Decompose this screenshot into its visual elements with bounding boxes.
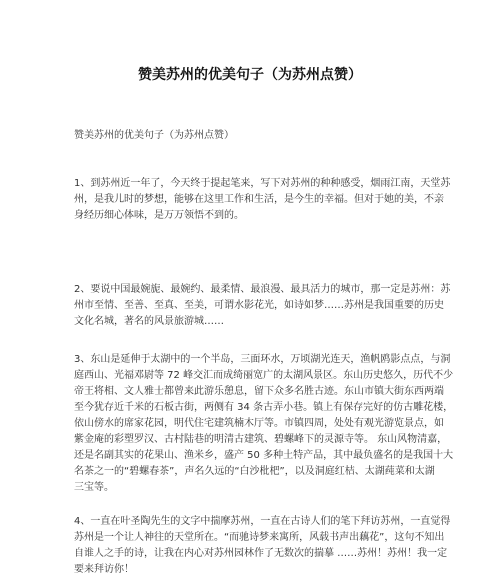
- paragraph-line: 三宝等。: [74, 482, 114, 493]
- paragraph-line: 至今犹存近千米的石板古街，两侧有 34 条古弄小巷。镇上有保存完好的仿古雕花楼，: [74, 402, 454, 413]
- paragraph-line: 3、东山是延伸于太湖中的一个半岛，三面环水，万顷湖光连天，渔帆鸥影点点，与洞: [74, 354, 451, 365]
- paragraph-line: 2、要说中国最婉旎、最婉约、最柔情、最浪漫、最具活力的城市，那一定是苏州：苏: [74, 284, 451, 295]
- paragraph-line: 身经历细心体味，是万万领悟不到的。: [74, 210, 244, 221]
- paragraph-line: 还是名副其实的花果山、渔米乡，盛产 50 多种土特产品，其中最负盛名的是我国十大: [74, 450, 454, 461]
- document-subtitle: 赞美苏州的优美句子（为苏州点赞）: [74, 130, 234, 141]
- document-title: 赞美苏州的优美句子（为苏州点赞）: [138, 67, 362, 83]
- paragraph-2: [74, 282, 451, 330]
- paragraph-line: 州，是我儿时的梦想，能够在这里工作和生活，是今生的幸福。但对于她的美，不亲: [74, 194, 444, 205]
- paragraph-line: 苏州是一个让人神往的天堂所在。“而驰诗梦来寓所，风载书声出藕花”，这句不知出: [74, 532, 445, 543]
- paragraph-line: 要来拜访你！: [74, 564, 134, 575]
- paragraph-line: 4、一直在叶圣陶先生的文字中揣摩苏州，一直在古诗人们的笔下拜访苏州，一直觉得: [74, 516, 451, 527]
- paragraph-3: [74, 352, 454, 496]
- paragraph-line: 帝王将相、文人雅士都曾来此游乐憩息，留下众多名胜古迹。东山市镇大街东西两端: [74, 386, 444, 397]
- paragraph-line: 州市至情、至善、至真、至美，可谓水影花光，如诗如梦……苏州是我国重要的历史: [74, 300, 444, 311]
- paragraph-line: 庭西山、光福邓尉等 72 峰交汇而成绮丽宽广的太湖风景区。东山历史悠久，历代不少: [74, 370, 454, 381]
- paragraph-line: 依山傍水的席家花园，明代住宅建筑楠木厅等。市镇四周，处处有观光游览景点，如: [74, 418, 444, 429]
- paragraph-4: [74, 514, 451, 578]
- paragraph-line: 文化名城，著名的风景旅游城……: [74, 316, 224, 327]
- paragraph-line: 紫金庵的彩塑罗汉、古村陆巷的明清古建筑、碧螺峰下的灵源寺等。 东山风物清嘉，: [74, 434, 448, 445]
- paragraph-line: 名茶之一的“碧螺春茶”，声名久远的“白沙枇杷”，以及洞庭红桔、太湖莼菜和太湖: [74, 466, 435, 477]
- paragraph-1: [74, 176, 451, 224]
- paragraph-line: 1、到苏州近一年了，今天终于提起笔来，写下对苏州的种种感受，烟雨江南，天堂苏: [74, 178, 451, 189]
- paragraph-line: 自谁人之手的诗，让我在内心对苏州园林作了无数次的揣摹 ……苏州！苏州！我一定: [74, 548, 448, 559]
